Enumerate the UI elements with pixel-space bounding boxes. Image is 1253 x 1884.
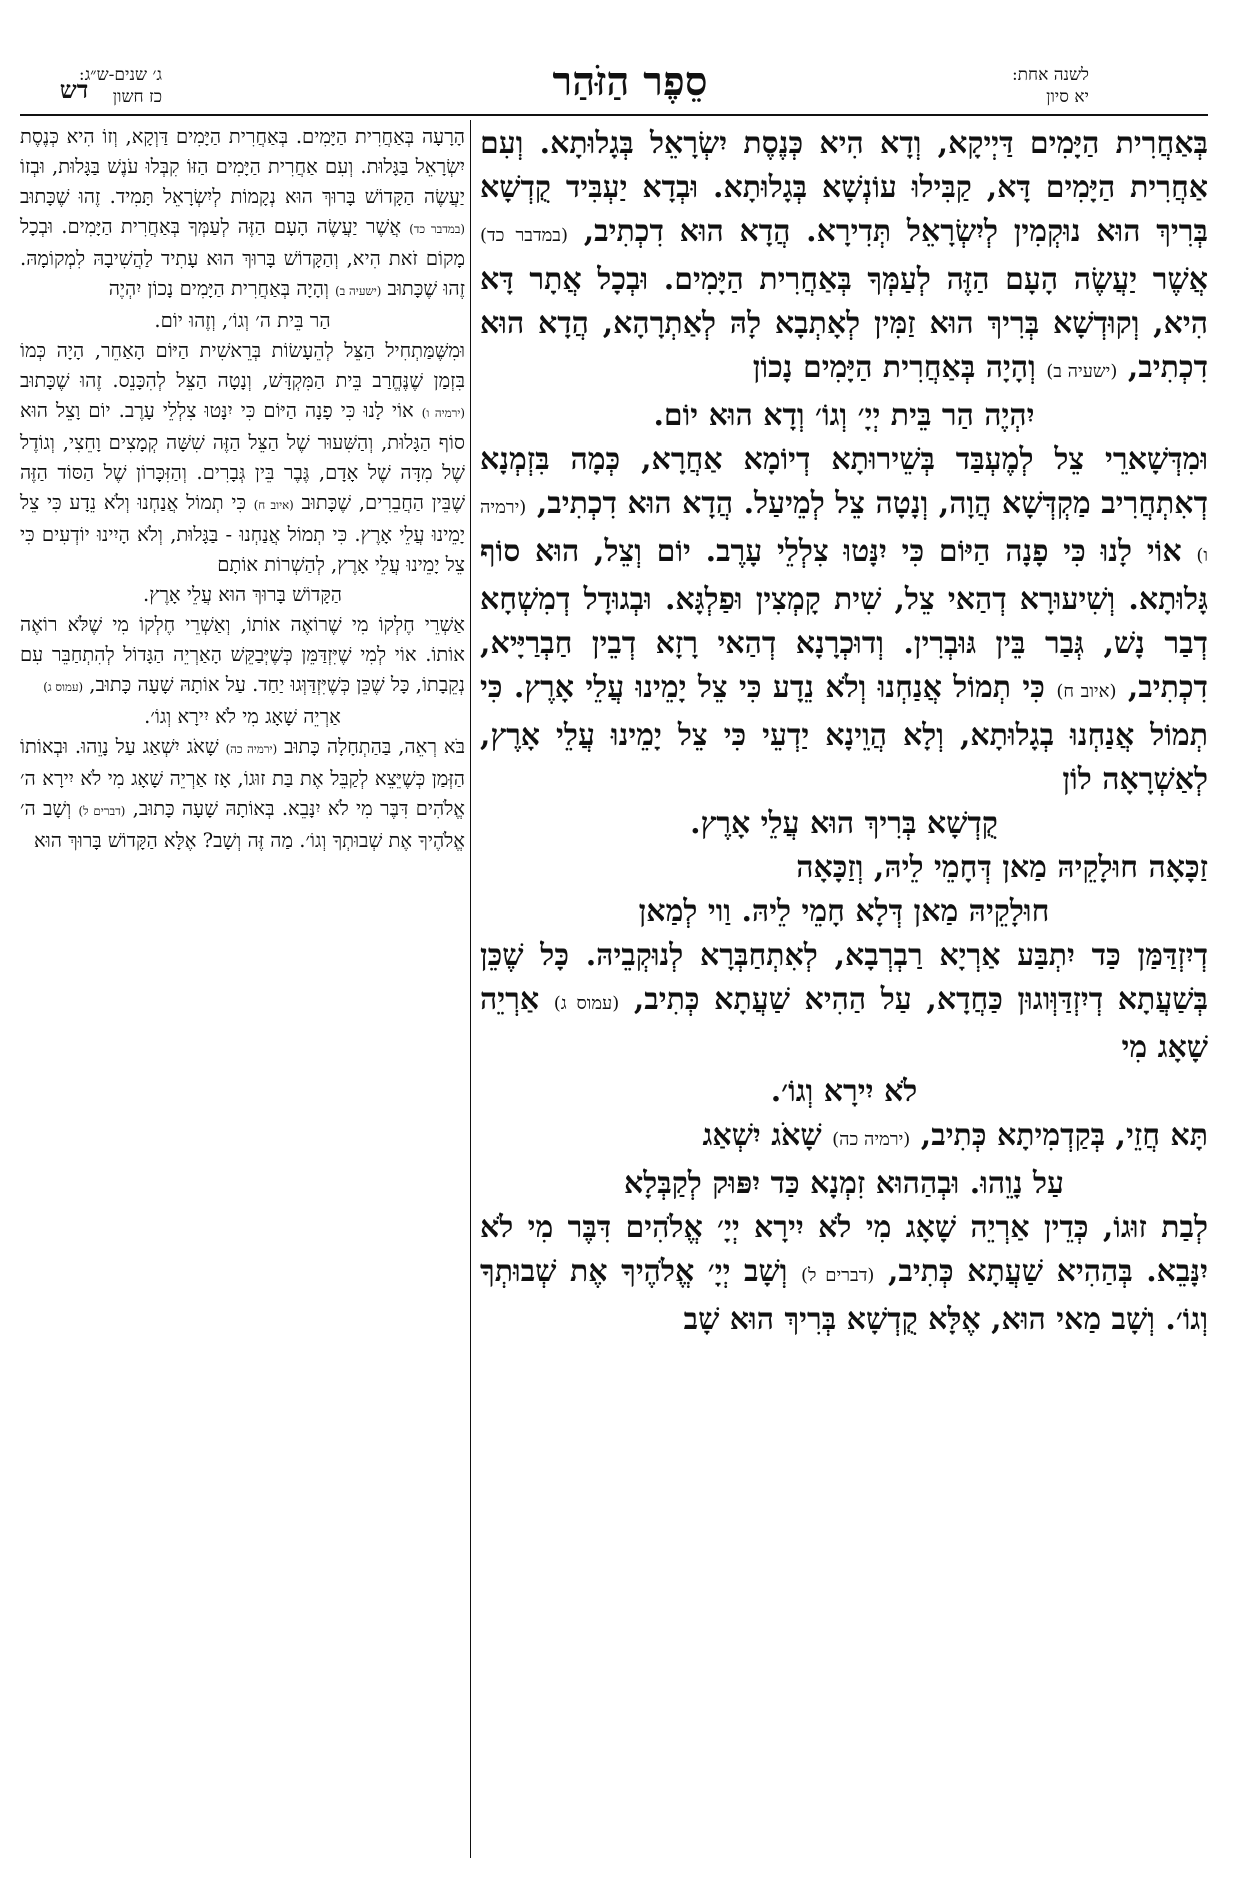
main-paragraph-1-last-line: יִהְיֶה הַר בֵּית יְיָ׳ וְגוֹ׳ וְדָא הוּא יוֹם.	[653, 398, 1035, 433]
main-paragraph-3-last-line: לֹא יִירָא וְגוֹ׳.	[770, 1074, 918, 1109]
translation-paragraph-3-last-line: אַרְיֵה שָׁאָג מִי לֹא יִירָא וְגוֹ׳.	[144, 705, 341, 728]
page-title: סֵפֶר הַזֹּהַר	[552, 58, 708, 105]
translation-text: אַשְׁרֵי חֶלְקוֹ מִי שֶׁרוֹאֶה אוֹתוֹ, וְאַשְׁרֵי חֶלְקוֹ מִי שֶׁלֹּא רוֹאֶה אוֹתוֹ. אוֹי לְמִי שֶׁיִּזְדַּמֵּן כְּשֶׁיְּבַקֵּשׁ הָאַרְיֵה הַגָּדוֹל לְהִתְחַבֵּר עִם נְקֵבָתוֹ, כָּל שֶׁכֵּן כְּשֶׁיִּזְדַּוְּגוּ יַחַד. עַל אוֹתָהּ שָׁעָה כָּתוּב,	[20, 613, 465, 696]
header-left-line1: ג׳ שנים-ש״ג:	[78, 65, 162, 85]
source-reference: (ירמיה ו)	[480, 497, 1208, 566]
translation-text: וְשָׁב ה׳ אֱלֹהֶיךָ אֶת שְׁבוּתְךָ וְגוֹ׳. מַה זֶּה וְשָׁב? אֶלָּא הַקָּדוֹשׁ בָּרוּךְ הוּא	[20, 797, 465, 852]
translation-text: וּמִשֶּׁמַּתְחִיל הַצֵּל לְהֵעָשׂוֹת בְּרֵאשִׁית הַיּוֹם הָאַחֵר, הָיָה כְּמוֹ בִּזְמַן שֶׁנֶּחֱרַב בֵּית הַמִּקְדָּשׁ, וְנָטָה הַצֵּל לְהִכָּנֵס. זֶהוּ שֶׁכָּתוּב	[20, 339, 465, 392]
source-reference: (ישעיה ב)	[1046, 361, 1118, 382]
translation-text: אֲשֶׁר יַעֲשֶׂה הָעָם הַזֶּה לְעַמְּךָ בְּאַחֲרִית הַיָּמִים. וּבְכָל מָקוֹם זֹאת הִיא, וְהַקָּדוֹשׁ בָּרוּךְ הוּא עָתִיד לַהֲשִׁיבָהּ לִמְקוֹמָהּ. זֶהוּ שֶׁכָּתוּב	[20, 215, 465, 300]
translation-text: וְהָיָה בְּאַחֲרִית הַיָּמִים נָכוֹן יִהְיֶה	[108, 277, 336, 300]
main-text: שָׁאֹג יִשְׁאַג	[702, 1118, 833, 1153]
translation-paragraph-4	[20, 732, 465, 856]
source-reference: (ירמיה ו)	[421, 406, 465, 420]
main-text: וּמִדְּשָׁארֵי צֵל לְמֶעְבַּד בְּשֵׁירוּתָא דְיוֹמָא אַחֲרָא, כְּמָה בִּזְמְנָא דְאִתְחֲרִיב מַקְדְּשָׁא הֲוָה, וְנָטָה צֵל לְמֵיעַל. הֲדָא הוּא דִכְתִיב,	[480, 442, 1208, 521]
translation-paragraph-3	[20, 610, 465, 702]
translation-paragraph-1-last-line: הַר בֵּית ה׳ וְגוֹ׳, וְזֶהוּ יוֹם.	[154, 309, 331, 332]
main-text: לְבַת זוּגוֹ, כְּדֵין אַרְיֵה שָׁאָג מִי לֹא יִירָא יְיָ׳ אֱלֹהִים דִּבֶּר מִי לֹא יִנָּבֵא. בְּהַהִיא שַׁעֲתָא כְּתִיב,	[480, 1210, 1209, 1289]
translation-text: בֹּא רְאֵה, בַּהַתְחָלָה כָּתוּב	[277, 735, 465, 758]
header-left	[20, 64, 162, 108]
main-paragraph-4	[480, 1114, 1208, 1162]
main-paragraph-3-center-line: חוּלָקֵיהּ מַאן דְּלָא חָמֵי לֵיהּ. וַוי לְמַאן	[638, 894, 1050, 929]
main-paragraph-1	[480, 122, 1208, 394]
translation-column	[20, 122, 465, 856]
main-text: אוֹי לָנוּ כִּי פָנָה הַיּוֹם כִּי יִנָּטוּ צִלְלֵי עָרֶב. יוֹם וְצֵל, הוּא סוֹף גָּלוּתָא. וְשִׁיעוּרָא דְהַאי צֵל, שִׁית קָמְצִין וּפַלְגָּא. וּבְגוּדָל דְמִשְׁחָא דְבַר נָשׁ, גְּבַר בֵּין גּוּבְרִין. וְדוּכְרָנָא דְהַאי רָזָא דְבֵין חַבְרַיָּיא, דִכְתִיב,	[480, 534, 1208, 705]
source-reference: (במדבר כד)	[480, 225, 569, 246]
main-text: וְשָׁב יְיָ׳ אֱלֹהֶיךָ אֶת שְׁבוּתְךָ וְגוֹ׳. וְשָׁב מַאי הוּא, אֶלָּא קֻדְשָׁא בְּרִיךְ הוּא שָׁב	[480, 1254, 1208, 1337]
header-right-line1: לשנה אחת:	[1011, 65, 1089, 85]
main-text: דְיִזְדַּמַּן כַּד יִתְבַּע אַרְיָא רַבְרְבָא, לְאִתְחַבְּרָא לְנוּקְבֵיהּ. כָּל שֶׁכֵּן בְּשַׁעֲתָא דְיִזְדַּוְּוגוּן כַּחֲדָא, עַל הַהִיא שַׁעֲתָא כְּתִיב,	[480, 938, 1208, 1017]
header-rule	[20, 114, 1208, 116]
main-text: אַרְיֵה שָׁאָג מִי	[480, 982, 1208, 1065]
main-paragraph-4-body	[480, 1206, 1208, 1342]
main-text: וְהָיָה בְּאַחֲרִית הַיָּמִים נָכוֹן	[752, 350, 1047, 385]
source-reference: (ירמיה כה)	[225, 742, 278, 756]
source-reference: (איוב ח)	[1056, 681, 1117, 702]
main-paragraph-3-body	[480, 934, 1208, 1070]
source-reference: (ישעיה ב)	[335, 284, 382, 298]
translation-text: שָׁאֹג יִשְׁאַג עַל נָוֵהוּ. וּבְאוֹתוֹ הַזְּמַן כְּשֶׁיֵּצֵא לְקַבֵּל אֶת בַּת זוּגוֹ, אָז אַרְיֵה שָׁאָג מִי לֹא יִירָא ה׳ אֱלֹהִים דִּבֶּר מִי לֹא יִנָּבֵא. בְּאוֹתָהּ שָׁעָה כָּתוּב,	[20, 735, 466, 820]
source-reference: (עמוס ג)	[43, 680, 84, 694]
translation-paragraph-2-last-line: הַקָּדוֹשׁ בָּרוּךְ הוּא עֲלֵי אָרֶץ.	[143, 583, 342, 606]
main-text: כִּי תְמוֹל אֲנַחְנוּ וְלֹא נֵדָע כִּי צֵל יָמֵינוּ עֲלֵי אָרֶץ. כִּי תְמוֹל אֲנַחְנוּ בְגָלוּתָא, וְלָא הֲוֵינָא יַדְעֵי כִּי צֵל יָמֵינוּ עֲלֵי אָרֶץ, לְאַשְׁרָאָה לוֹן	[480, 670, 1208, 797]
main-column	[480, 122, 1208, 1342]
source-reference: (במדבר כד)	[409, 222, 465, 236]
header-right	[959, 64, 1089, 108]
main-paragraph-4-center-line: עַל נָוֵהוּ. וּבְהַהוּא זִמְנָא כַּד יִפּוּק לְקַבְּלָא	[623, 1166, 1065, 1201]
translation-text: כִּי תְמוֹל אֲנַחְנוּ וְלֹא נֵדָע כִּי צֵל יָמֵינוּ עֲלֵי אָרֶץ. כִּי תְמוֹל אֲנַחְנוּ - בַּגָּלוּת, וְלֹא הָיִינוּ יוֹדְעִים כִּי צֵל יָמֵינוּ עֲלֵי אָרֶץ, לְהַשְׁרוֹת אוֹתָם	[20, 491, 465, 576]
translation-paragraph-2	[20, 336, 465, 580]
source-reference: (איוב ח)	[253, 498, 294, 512]
source-reference: (דברים ל)	[78, 804, 126, 818]
main-paragraph-2-last-line: קֻדְשָׁא בְּרִיךְ הוּא עֲלֵי אָרֶץ.	[690, 806, 998, 841]
main-paragraph-2	[480, 438, 1208, 802]
main-text: אֲשֶׁר יַעֲשֶׂה הָעָם הַזֶּה לְעַמְּךָ בְּאַחֲרִית הַיָּמִים. וּבְכָל אֲתָר דָּא הִיא, וְקוּדְשָׁא בְּרִיךְ הוּא זַמִּין לְאָתְבָא לָהּ לְאַתְרָהָא, הֲדָא הוּא דִכְתִיב,	[480, 262, 1208, 385]
page-number: דש	[59, 75, 89, 104]
source-reference: (ירמיה כה)	[832, 1129, 911, 1150]
translation-text: אוֹי לָנוּ כִּי פָנָה הַיּוֹם כִּי יִנָּטוּ צִלְלֵי עָרֶב. יוֹם וָצֵל הוּא סוֹף הַגָּלוּת, וְהַשִּׁעוּר שֶׁל הַצֵּל הַזֶּה שִׁשָּׁה קְמָצִים וָחֵצִי, וְגוֹדֶל שֶׁל מִדָּה שֶׁל אָדָם, גֶּבֶר בֵּין גְּבָרִים. וְהַזִּכָּרוֹן שֶׁל הַסּוֹד הַזֶּה שֶׁבֵּין הַחֲבֵרִים, שֶׁכָּתוּב	[20, 399, 466, 514]
column-divider	[470, 120, 471, 1858]
header-left-line2: כז חשון	[112, 87, 162, 107]
translation-paragraph-1	[20, 122, 465, 306]
main-text: תָּא חֲזֵי, בְּקַדְמִיתָא כְּתִיב,	[910, 1118, 1208, 1153]
main-paragraph-3: זַכָּאָה חוּלָקֵיהּ מַאן דְּחָמֵי לֵיהּ, וְזַכָּאָה	[796, 850, 1208, 885]
header-right-line2: יא סיון	[1046, 87, 1089, 107]
source-reference: (דברים ל)	[800, 1265, 875, 1286]
source-reference: (עמוס ג)	[553, 993, 620, 1014]
translation-text: הָרָעָה בְּאַחֲרִית הַיָּמִים. בְּאַחֲרִית הַיָּמִים דַּוְקָא, וְזוֹ הִיא כְּנֶסֶת יִשְׂרָאֵל בַּגָּלוּת. וְעִם אַחֲרִית הַיָּמִים הַזּוֹ קִבְּלוּ עֹנֶשׁ בַּגָּלוּת, וּבְזוֹ יַעֲשֶׂה הַקָּדוֹשׁ בָּרוּךְ הוּא נְקָמוֹת לְיִשְׂרָאֵל תָּמִיד. זֶהוּ שֶׁכָּתוּב	[20, 125, 465, 208]
main-text: בְּאַחֲרִית הַיָּמִים דַּיְיקָא, וְדָא הִיא כְּנֶסֶת יִשְׂרָאֵל בְּגָלוּתָא. וְעִם אַחֲרִית הַיָּמִים דָּא, קַבִּילוּ עוֹנְשָׁא בְּגָלוּתָא. וּבְדָא יַעְבִּיד קֻדְשָׁא בְּרִיךְ הוּא נוּקְמִין לְיִשְׂרָאֵל תְּדִירָא. הֲדָא הוּא דִכְתִיב,	[480, 126, 1208, 249]
